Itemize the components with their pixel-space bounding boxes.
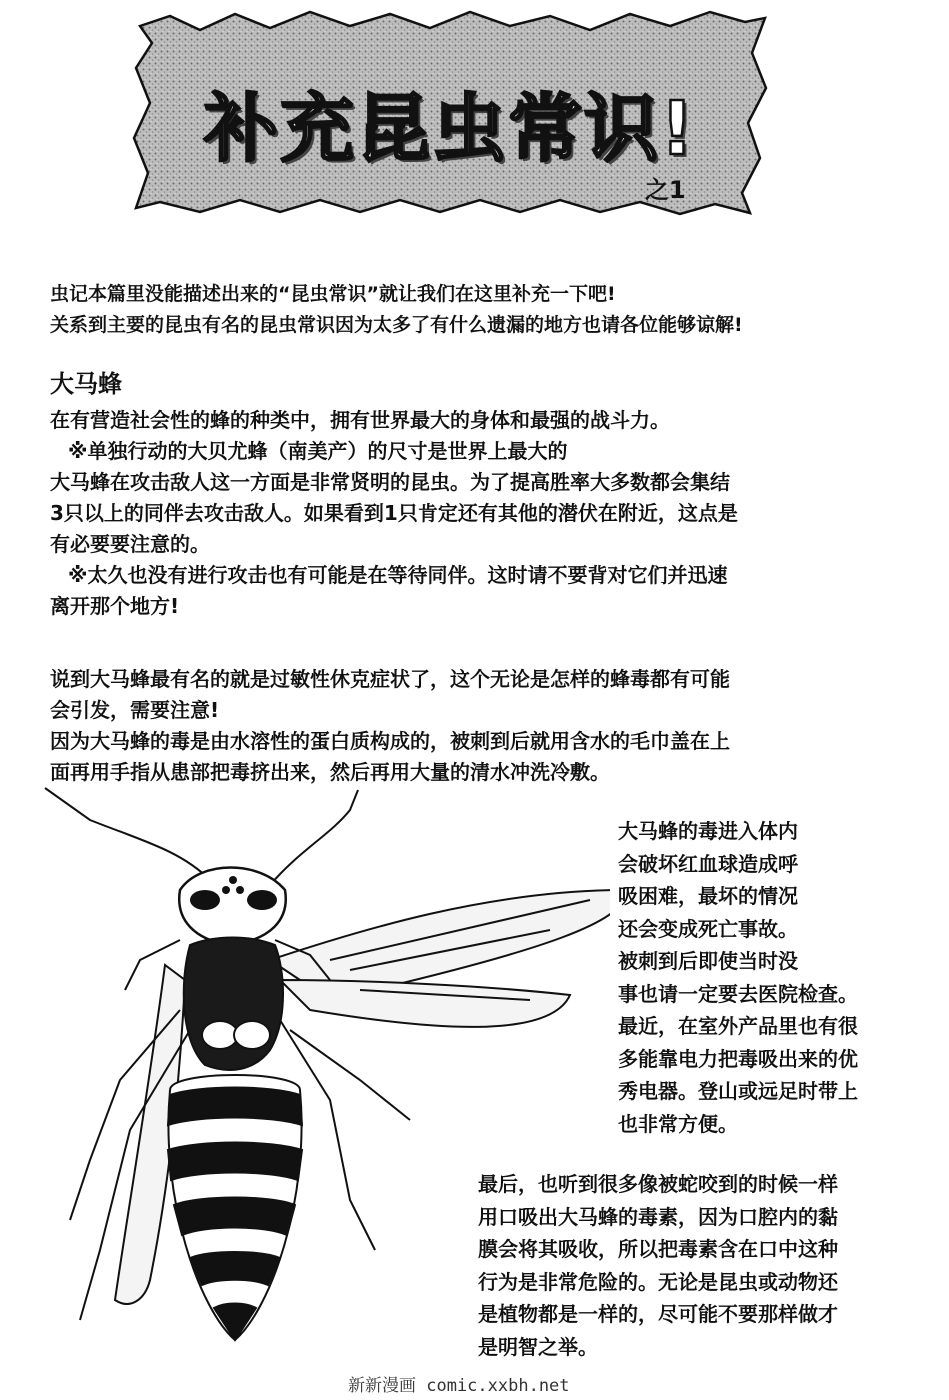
- para-line: 有必要要注意的。: [50, 532, 210, 556]
- para-line: 说到大马蜂最有名的就是过敏性休克症状了，这个无论是怎样的蜂毒都有可能: [50, 667, 730, 691]
- side-line: 是明智之举。: [478, 1334, 598, 1359]
- section-title: 大马蜂: [50, 370, 122, 398]
- side-line: 还会变成死亡事故。: [618, 916, 798, 941]
- side-line: 会破坏红血球造成呼: [618, 851, 798, 876]
- side-line: 最后，也听到很多像被蛇咬到的时候一样: [478, 1172, 838, 1196]
- side-line: 最近，在室外产品里也有很: [618, 1014, 858, 1038]
- para-line: 在有营造社会性的蜂的种类中，拥有世界最大的身体和最强的战斗力。: [50, 408, 670, 432]
- para-line: 面再用手指从患部把毒挤出来，然后再用大量的清水冲洗冷敷。: [50, 760, 610, 784]
- banner-subtitle: 之1: [645, 176, 686, 204]
- para-line: 大马蜂在攻击敌人这一方面是非常贤明的昆虫。为了提高胜率大多数都会集结: [50, 470, 730, 494]
- side-line: 行为是非常危险的。无论是昆虫或动物还: [478, 1269, 838, 1294]
- side-line: 吸困难，最坏的情况: [618, 884, 798, 908]
- side-line: 膜会将其吸收，所以把毒素含在口中这种: [478, 1237, 838, 1261]
- watermark-footer: 新新漫画 comic.xxbh.net: [348, 1376, 570, 1396]
- side-line: 是植物都是一样的，尽可能不要那样做才: [478, 1302, 838, 1326]
- para-line: 3只以上的同伴去攻击敌人。如果看到1只肯定还有其他的潜伏在附近，这点是: [50, 501, 738, 525]
- intro-text: [50, 279, 930, 341]
- side-line: 事也请一定要去医院检查。: [618, 981, 858, 1006]
- side-line: 也非常方便。: [618, 1111, 738, 1136]
- para-line: 离开那个地方!: [50, 594, 180, 618]
- intro-line: 关系到主要的昆虫有名的昆虫常识因为太多了有什么遗漏的地方也请各位能够谅解!: [50, 314, 743, 336]
- side-line: 被刺到后即使当时没: [618, 949, 798, 973]
- paragraph-1: [50, 405, 890, 622]
- side-text-2: [478, 1168, 918, 1363]
- para-line: 会引发，需要注意!: [50, 698, 220, 722]
- banner-title: 补充昆虫常识!: [204, 86, 696, 172]
- para-line: 因为大马蜂的毒是由水溶性的蛋白质构成的，被刺到后就用含水的毛巾盖在上: [50, 729, 730, 753]
- side-line: 秀电器。登山或远足时带上: [618, 1079, 858, 1103]
- side-line: 多能靠电力把毒吸出来的优: [618, 1046, 858, 1071]
- side-text-1: [618, 815, 918, 1140]
- paragraph-2: [50, 664, 890, 788]
- note-line: ※单独行动的大贝尤蜂（南美产）的尺寸是世界上最大的: [68, 439, 568, 463]
- side-line: 大马蜂的毒进入体内: [618, 819, 798, 843]
- side-line: 用口吸出大马蜂的毒素，因为口腔内的黏: [478, 1204, 838, 1229]
- note-line: ※太久也没有进行攻击也有可能是在等待同伴。这时请不要背对它们并迅速: [68, 563, 728, 587]
- intro-line: 虫记本篇里没能描述出来的“昆虫常识”就让我们在这里补充一下吧!: [50, 283, 616, 305]
